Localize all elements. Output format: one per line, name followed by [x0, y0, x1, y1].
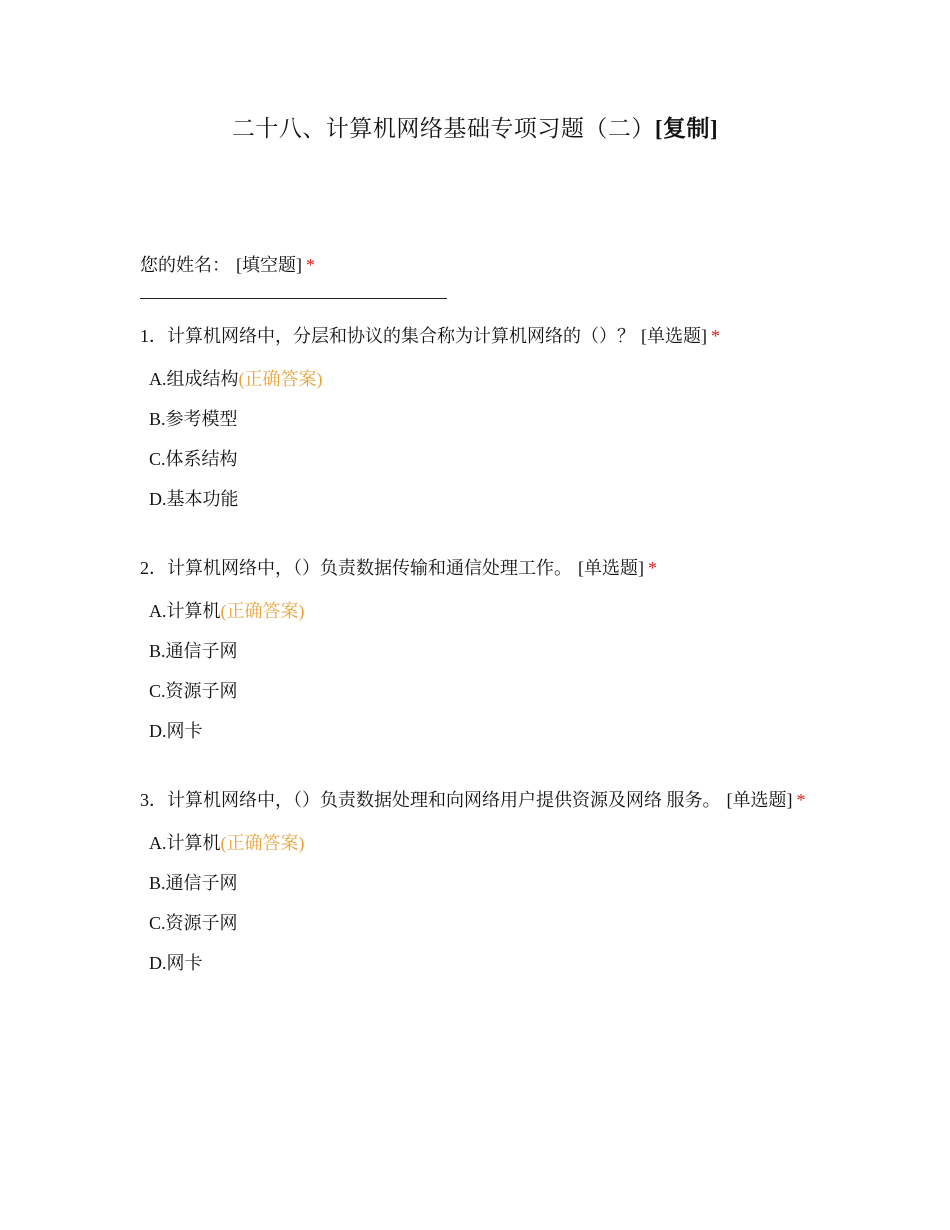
- question-1: [140, 321, 810, 519]
- option-label: A.计算机: [149, 601, 221, 621]
- question-3-options: [140, 823, 810, 983]
- question-2-type: [单选题]: [578, 558, 644, 578]
- option-b[interactable]: [149, 399, 810, 439]
- survey-content: [140, 250, 810, 1017]
- title-text: 二十八、计算机网络基础专项习题（二）: [231, 116, 655, 141]
- option-d[interactable]: [149, 479, 810, 519]
- option-a[interactable]: [149, 823, 810, 863]
- question-3-type: [单选题]: [726, 790, 793, 810]
- question-1-title: [140, 321, 810, 351]
- question-2: [140, 553, 810, 751]
- correct-answer-tag: (正确答案): [220, 833, 305, 853]
- option-c[interactable]: [149, 903, 810, 943]
- question-2-title: [140, 553, 810, 583]
- required-mark: *: [711, 326, 720, 346]
- option-label: B.通信子网: [149, 641, 238, 661]
- correct-answer-tag: (正确答案): [220, 601, 305, 621]
- option-d[interactable]: [149, 711, 810, 751]
- question-3-text: 3．计算机网络中，（）负责数据处理和向网络用户提供资源及网络 服务。: [140, 790, 721, 810]
- name-question-label: 您的姓名：: [140, 255, 230, 275]
- required-mark: *: [796, 790, 806, 810]
- question-3-title: [140, 785, 810, 815]
- option-label: C.资源子网: [149, 913, 238, 933]
- option-label: A.组成结构: [149, 369, 239, 389]
- name-question-type: [填空题]: [236, 255, 302, 275]
- name-answer-line[interactable]: [140, 298, 447, 299]
- question-2-text: 2．计算机网络中，（）负责数据传输和通信处理工作。: [140, 558, 572, 578]
- option-c[interactable]: [149, 439, 810, 479]
- option-label: A.计算机: [149, 833, 221, 853]
- option-d[interactable]: [149, 943, 810, 983]
- option-label: C.资源子网: [149, 681, 238, 701]
- title-suffix: [复制]: [654, 116, 719, 141]
- option-b[interactable]: [149, 863, 810, 903]
- question-1-type: [单选题]: [641, 326, 707, 346]
- option-label: C.体系结构: [149, 449, 238, 469]
- option-label: B.参考模型: [149, 409, 238, 429]
- name-question: [140, 250, 810, 280]
- question-2-options: [140, 591, 810, 751]
- required-mark: *: [648, 558, 657, 578]
- correct-answer-tag: (正确答案): [238, 369, 323, 389]
- question-1-text: 1．计算机网络中，分层和协议的集合称为计算机网络的（）？: [140, 326, 635, 346]
- option-a[interactable]: [149, 359, 810, 399]
- page-title: [0, 110, 950, 143]
- option-label: B.通信子网: [149, 873, 238, 893]
- option-b[interactable]: [149, 631, 810, 671]
- option-c[interactable]: [149, 671, 810, 711]
- question-3: [140, 785, 810, 983]
- option-label: D.网卡: [149, 721, 203, 741]
- question-1-options: [140, 359, 810, 519]
- option-a[interactable]: [149, 591, 810, 631]
- required-mark: *: [306, 255, 315, 275]
- option-label: D.基本功能: [149, 489, 239, 509]
- option-label: D.网卡: [149, 953, 203, 973]
